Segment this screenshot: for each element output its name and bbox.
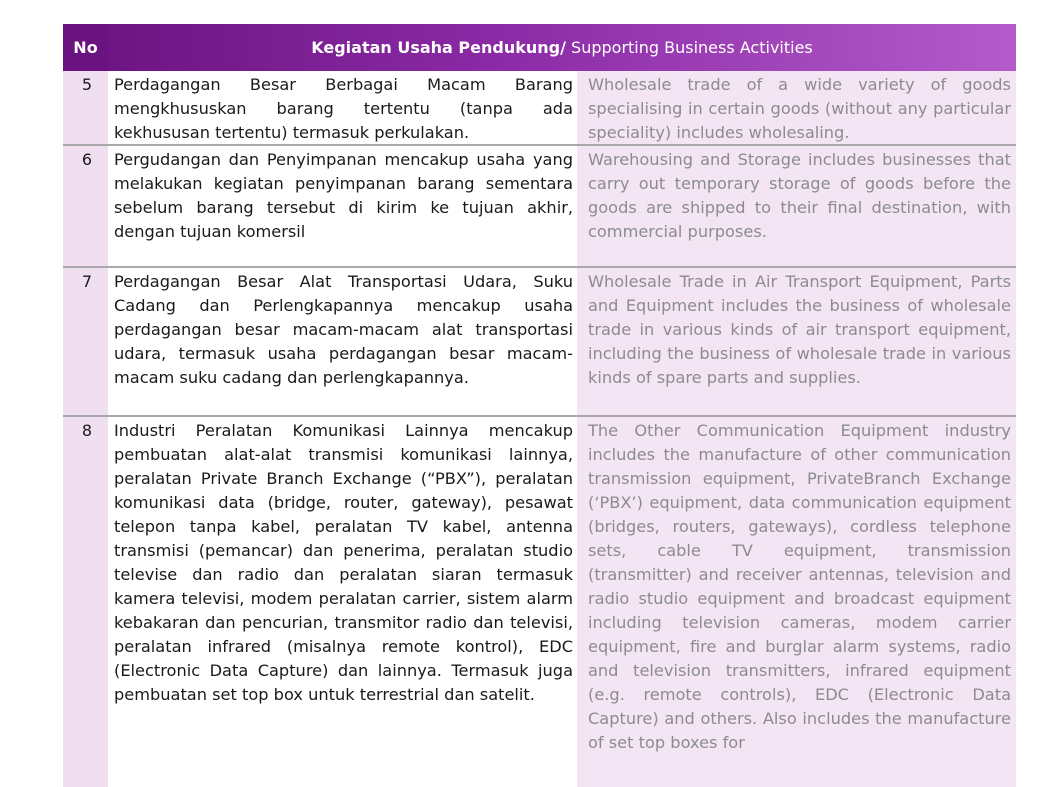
row-text-indonesian: Perdagangan Besar Alat Transportasi Udara, Suku Cadang dan Perlengkapannya mencakup usaha perdagangan besar macam-macam alat transportasi udara, termasuk usaha perdagangan besar macam-macam suku cadang dan perlengkapannya. <box>108 268 577 415</box>
header-title-id: Kegiatan Usaha Pendukung/ <box>311 38 566 57</box>
table-header <box>63 24 1016 71</box>
row-text-indonesian: Industri Peralatan Komunikasi Lainnya mencakup pembuatan alat-alat transmisi komunikasi lainnya, peralatan Private Branch Exchange (“PBX”), peralatan komunikasi data (bridge, router, gateway), pesawat telepon tanpa kabel, peralatan TV kabel, antenna transmisi (pemancar) dan penerima, peralatan studio televise dan radio dan peralatan siaran termasuk kamera televisi, modem peralatan carrier, sistem alarm kebakaran dan pencurian, transmitor radio dan televisi, peralatan infrared (misalnya remote kontrol), EDC (Electronic Data Capture) dan lainnya. Termasuk juga pembuatan set top box untuk terrestrial dan satelit. <box>108 417 577 787</box>
row-text-indonesian: Perdagangan Besar Berbagai Macam Barang mengkhususkan barang tertentu (tanpa ada kekhususan tertentu) termasuk perkulakan. <box>108 71 577 144</box>
row-number: 6 <box>63 146 108 266</box>
table-row <box>63 268 1016 415</box>
row-text-indonesian: Pergudangan dan Penyimpanan mencakup usaha yang melakukan kegiatan penyimpanan barang sementara sebelum barang tersebut di kirim ke tujuan akhir, dengan tujuan komersil <box>108 146 577 266</box>
table-row <box>63 71 1016 144</box>
header-title <box>108 24 1016 71</box>
business-activities-table <box>63 24 1016 787</box>
table-row <box>63 417 1016 787</box>
row-number: 8 <box>63 417 108 787</box>
row-text-english: Wholesale trade of a wide variety of goods specialising in certain goods (without any particular speciality) includes wholesaling. <box>577 71 1016 144</box>
header-no: No <box>63 24 108 71</box>
row-text-english: Warehousing and Storage includes businesses that carry out temporary storage of goods before the goods are shipped to their final destination, with commercial purposes. <box>577 146 1016 266</box>
row-number: 5 <box>63 71 108 144</box>
row-text-english: The Other Communication Equipment industry includes the manufacture of other communication transmission equipment, PrivateBranch Exchange (‘PBX’) equipment, data communication equipment (bridges, routers, gateways), cordless telephone sets, cable TV equipment, transmission (transmitter) and receiver antennas, television and radio studio equipment and broadcast equipment including television cameras, modem carrier equipment, fire and burglar alarm systems, radio and television transmitters, infrared equipment (e.g. remote controls), EDC (Electronic Data Capture) and others. Also includes the manufacture of set top boxes for <box>577 417 1016 787</box>
table-row <box>63 146 1016 266</box>
row-number: 7 <box>63 268 108 415</box>
header-title-en: Supporting Business Activities <box>565 38 813 57</box>
row-text-english: Wholesale Trade in Air Transport Equipment, Parts and Equipment includes the business of wholesale trade in various kinds of air transport equipment, including the business of wholesale trade in various kinds of spare parts and supplies. <box>577 268 1016 415</box>
